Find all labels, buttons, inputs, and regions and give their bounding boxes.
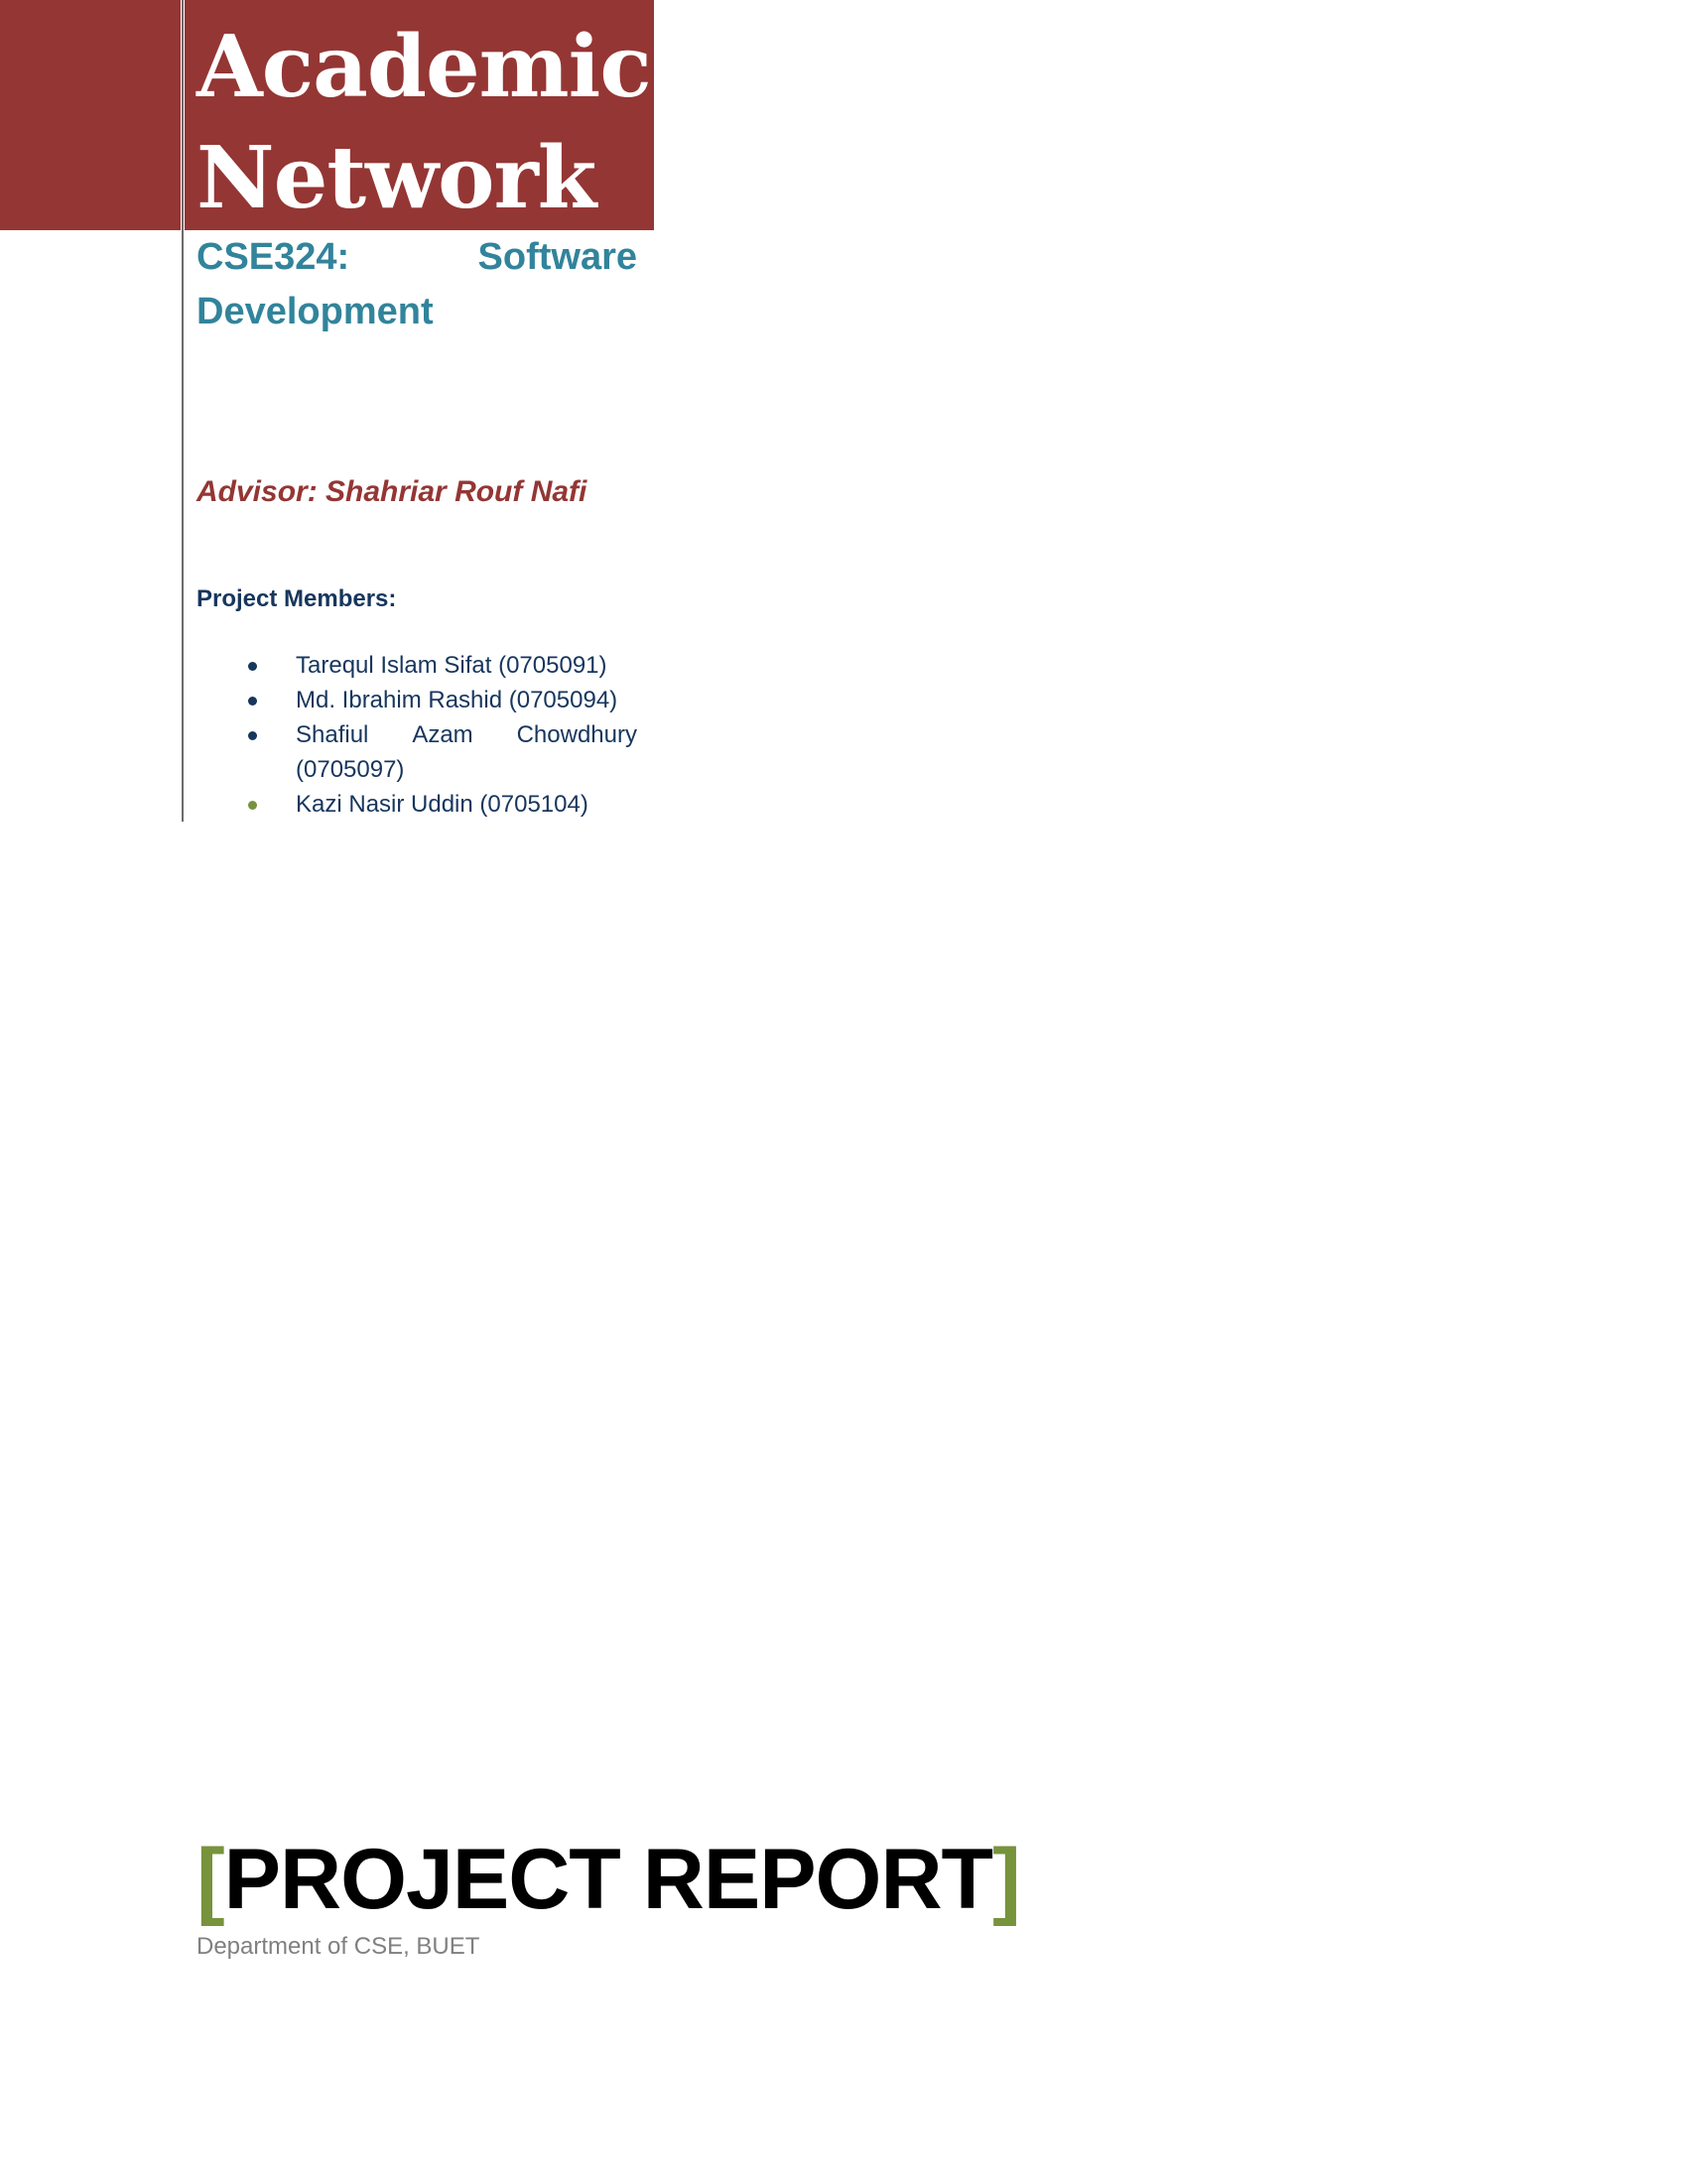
member-id: (0705097) (296, 756, 405, 783)
vertical-rule (182, 0, 184, 822)
course-subtitle (196, 230, 637, 339)
open-bracket: [ (196, 1832, 224, 1927)
members-list (196, 648, 637, 822)
list-item (196, 717, 637, 787)
report-title-text: PROJECT REPORT (223, 1832, 993, 1927)
department-line: Department of CSE, BUET (196, 1933, 480, 1960)
document-title (196, 12, 651, 234)
close-bracket: ] (992, 1832, 1020, 1927)
member-name: Kazi Nasir Uddin (0705104) (296, 791, 588, 818)
bullet-icon (248, 731, 257, 740)
list-item (196, 683, 637, 717)
title-line-2: Network (196, 128, 596, 228)
left-color-band (0, 0, 181, 230)
list-item (196, 648, 637, 683)
bullet-icon (248, 801, 257, 810)
course-word-1: Software (477, 236, 637, 278)
title-line-1: Academic (196, 17, 651, 117)
bullet-icon (248, 697, 257, 706)
member-name-part: Shafiul (296, 721, 369, 748)
member-name-part: Chowdhury (516, 721, 637, 748)
member-name-justified (296, 717, 637, 752)
course-code: CSE324: (196, 236, 350, 278)
list-item (196, 787, 637, 822)
member-name: Md. Ibrahim Rashid (0705094) (296, 687, 618, 713)
bullet-icon (248, 662, 257, 671)
member-name: Tarequl Islam Sifat (0705091) (296, 652, 607, 679)
course-word-2: Development (196, 291, 434, 332)
report-title (196, 1824, 1020, 1935)
members-heading: Project Members: (196, 585, 397, 612)
advisor-line: Advisor: Shahriar Rouf Nafi (196, 475, 587, 508)
member-name-part: Azam (412, 721, 473, 748)
